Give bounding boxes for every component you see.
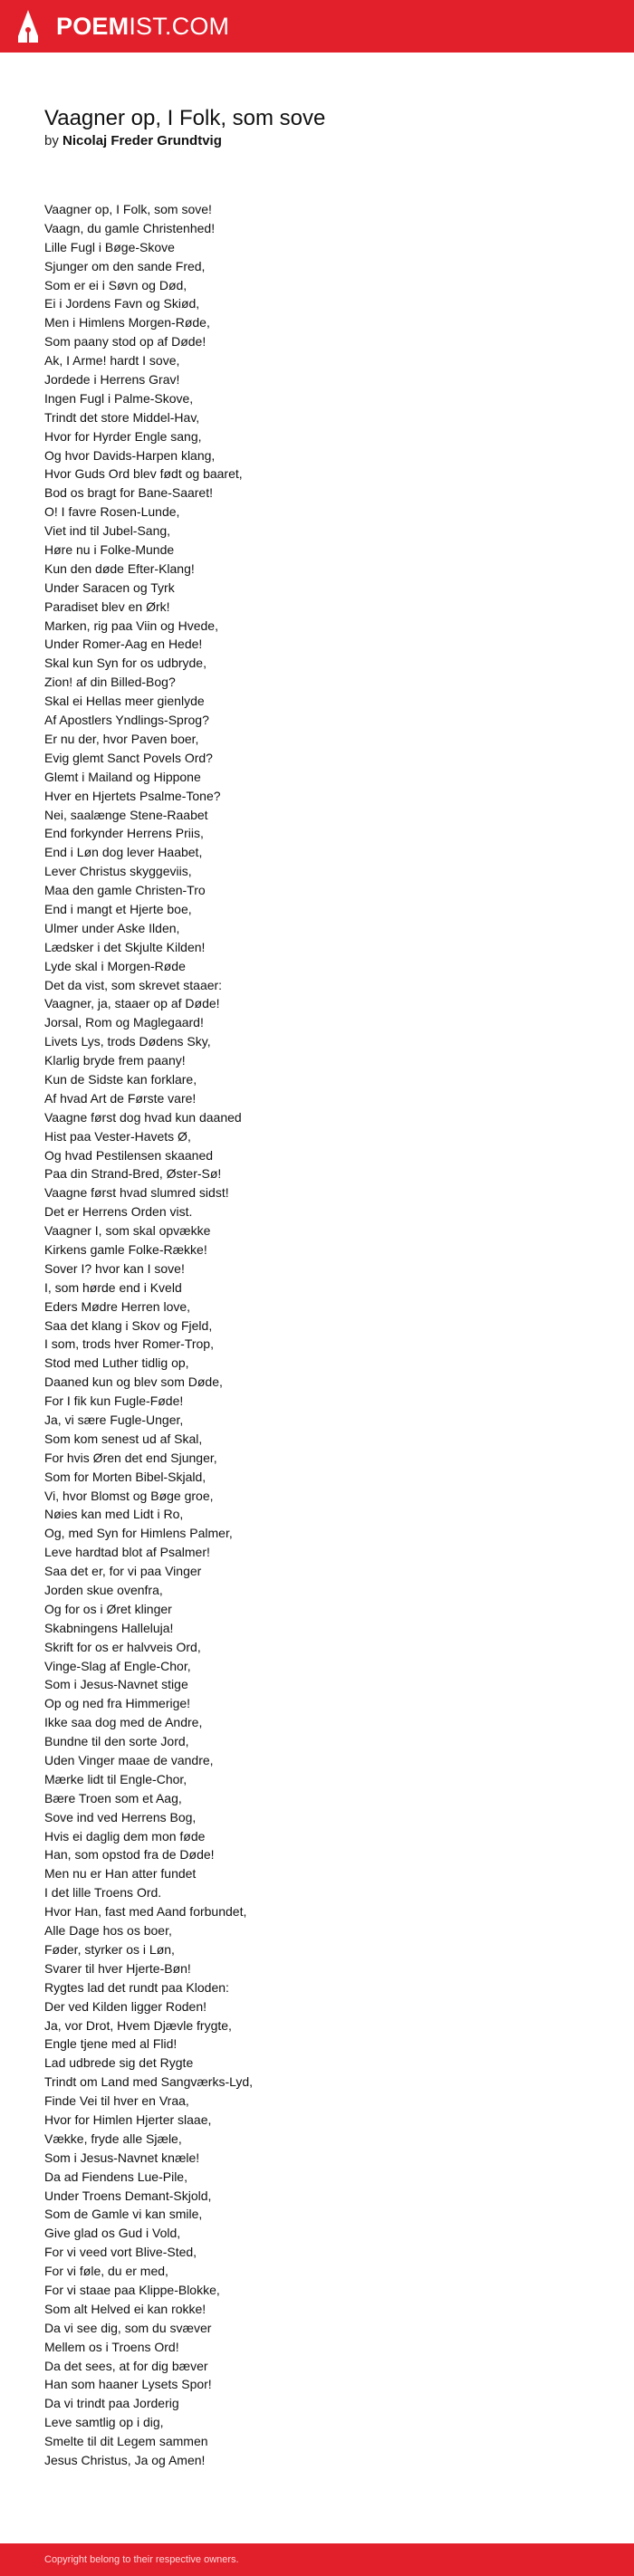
poem-line: Ikke saa dog med de Andre, — [44, 1715, 203, 1730]
poem-line: Der ved Kilden ligger Roden! — [44, 1998, 207, 2014]
poem-title: Vaagner op, I Folk, som sove — [44, 106, 326, 130]
poem-line: Lyde skal i Morgen-Røde — [44, 958, 186, 973]
poem-line: Lædsker i det Skjulte Kilden! — [44, 939, 206, 954]
poem-line: Som kom senest ud af Skal, — [44, 1431, 203, 1446]
poem-line: Under Romer-Aag en Hede! — [44, 637, 203, 652]
poem-line: Af Apostlers Yndlings-Sprog? — [44, 713, 209, 728]
poem-line: Og for os i Øret klinger — [44, 1601, 172, 1616]
poem-line: Marken, rig paa Viin og Hvede, — [44, 618, 218, 633]
poem-line: Jorden skue ovenfra, — [44, 1583, 163, 1598]
poem-line: End forkynder Herrens Priis, — [44, 826, 204, 841]
poem-line: Sover I? hvor kan I sove! — [44, 1260, 185, 1276]
poem-line: Skal kun Syn for os udbryde, — [44, 656, 207, 671]
poem-line: Finde Vei til hver en Vraa, — [44, 2093, 189, 2109]
poem-line: Og, med Syn for Himlens Palmer, — [44, 1526, 233, 1541]
poem-line: Saa det klang i Skov og Fjeld, — [44, 1317, 213, 1333]
poem-line: Paa din Strand-Bred, Øster-Sø! — [44, 1166, 222, 1182]
poem-line: Og hvor Davids-Harpen klang, — [44, 447, 216, 463]
poem-line: I, som hørde end i Kveld — [44, 1279, 182, 1295]
poem-line: Jordede i Herrens Grav! — [44, 372, 180, 388]
poem-line: End i Løn dog lever Haabet, — [44, 845, 203, 860]
poem-line: Hvor for Hyrder Engle sang, — [44, 428, 202, 444]
poem-line: Jesus Christus, Ja og Amen! — [44, 2452, 206, 2467]
poem-line: Af hvad Art de Første vare! — [44, 1090, 197, 1106]
poem-line: Kun den døde Efter-Klang! — [44, 560, 195, 576]
poem-line: For vi føle, du er med, — [44, 2264, 168, 2279]
poem-line: Vaagn, du gamle Christenhed! — [44, 220, 216, 235]
poem-line: O! I favre Rosen-Lunde, — [44, 504, 180, 520]
poem-line: Vinge-Slag af Engle-Chor, — [44, 1658, 191, 1673]
poem-line: Lad udbrede sig det Rygte — [44, 2055, 194, 2071]
poem-line: Trindt det store Middel-Hav, — [44, 409, 200, 425]
poem-line: Evig glemt Sanct Povels Ord? — [44, 750, 213, 765]
by-label: by — [44, 133, 59, 148]
poem-line: Han som haaner Lysets Spor! — [44, 2377, 212, 2392]
poem-line: Smelte til dit Legem sammen — [44, 2434, 208, 2449]
poem-line: Ei i Jordens Favn og Skiød, — [44, 296, 200, 311]
poem-line: Vaagne først dog hvad kun daaned — [44, 1109, 242, 1125]
poem-line: Men nu er Han atter fundet — [44, 1866, 197, 1882]
poem-line: Da ad Fiendens Lue-Pile, — [44, 2169, 187, 2184]
poem-line: Vaagner op, I Folk, som sove! — [44, 202, 212, 216]
poem-line: Livets Lys, trods Dødens Sky, — [44, 1034, 211, 1049]
poem-line: Bod os bragt for Bane-Saaret! — [44, 485, 213, 501]
poem-line: For vi staae paa Klippe-Blokke, — [44, 2282, 220, 2297]
site-header — [0, 0, 634, 53]
poem-line: Høre nu i Folke-Munde — [44, 542, 175, 558]
poem-line: Saa det er, for vi paa Vinger — [44, 1564, 202, 1579]
poem-line: Jorsal, Rom og Maglegaard! — [44, 1015, 204, 1030]
poem-line: Rygtes lad det rundt paa Kloden: — [44, 1979, 229, 1995]
poem-line: Ulmer under Aske Ilden, — [44, 920, 180, 935]
poem-line: Engle tjene med al Flid! — [44, 2036, 178, 2052]
poem-line: Vaagner, ja, staaer op af Døde! — [44, 996, 220, 1011]
poem-line: Hvor for Himlen Hjerter slaae, — [44, 2112, 212, 2127]
poem-line: Føder, styrker os i Løn, — [44, 1941, 175, 1957]
poem-line: Give glad os Gud i Vold, — [44, 2226, 181, 2241]
copyright-text: Copyright belong to their respective owners. — [44, 2554, 239, 2565]
poem-line: Nøies kan med Lidt i Ro, — [44, 1507, 184, 1522]
poem-line: Hvor Guds Ord blev født og baaret, — [44, 466, 243, 482]
poem-line: Som de Gamle vi kan smile, — [44, 2207, 203, 2222]
site-footer — [0, 2543, 634, 2576]
poem-line: Uden Vinger maae de vandre, — [44, 1753, 214, 1768]
fountain-pen-nib-icon[interactable] — [16, 9, 40, 43]
poem-line: Hver en Hjertets Psalme-Tone? — [44, 788, 221, 803]
poem-line: Skrift for os er halvveis Ord, — [44, 1639, 201, 1654]
poem-line: Han, som opstod fra de Døde! — [44, 1847, 215, 1863]
poem-line: Det da vist, som skrevet staaer: — [44, 977, 223, 992]
poem-body — [44, 200, 606, 2470]
poem-line: I som, trods hver Romer-Trop, — [44, 1336, 214, 1352]
poem-line: Er nu der, hvor Paven boer, — [44, 731, 199, 746]
poem-line: Det er Herrens Orden vist. — [44, 1204, 193, 1220]
poem-line: Paradiset blev en Ørk! — [44, 599, 170, 614]
poem-line: Bundne til den sorte Jord, — [44, 1734, 189, 1749]
poem-line: Daaned kun og blev som Døde, — [44, 1374, 223, 1390]
poem-line: I det lille Troens Ord. — [44, 1885, 162, 1901]
poem-line: Trindt om Land med Sangværks-Lyd, — [44, 2074, 254, 2090]
poem-line: Glemt i Mailand og Hippone — [44, 769, 201, 784]
poem-line: Stod med Luther tidlig op, — [44, 1355, 189, 1371]
poem-line: Leve hardtad blot af Psalmer! — [44, 1545, 210, 1560]
poem-line: End i mangt et Hjerte boe, — [44, 901, 192, 916]
poem-line: Ja, vi sære Fugle-Unger, — [44, 1412, 184, 1427]
poem-line: Som i Jesus-Navnet stige — [44, 1677, 188, 1692]
poem-line: Hvis ei daglig dem mon føde — [44, 1828, 206, 1843]
poem-line: Som i Jesus-Navnet knæle! — [44, 2150, 200, 2165]
poem-line: Vaagner I, som skal opvække — [44, 1223, 211, 1239]
poem-line: Alle Dage hos os boer, — [44, 1923, 172, 1939]
poem-line: Men i Himlens Morgen-Røde, — [44, 315, 210, 330]
poem-line: For I fik kun Fugle-Føde! — [44, 1393, 184, 1409]
poem-line: Bære Troen som et Aag, — [44, 1790, 182, 1805]
poem-line: Ja, vor Drot, Hvem Djævle frygte, — [44, 2017, 232, 2033]
poem-line: Skal ei Hellas meer gienlyde — [44, 694, 205, 709]
poem-line: Under Saracen og Tyrk — [44, 579, 175, 595]
poem-line: Maa den gamle Christen-Tro — [44, 883, 206, 898]
poem-line: Klarlig bryde frem paany! — [44, 1053, 186, 1068]
poem-line: Vi, hvor Blomst og Bøge groe, — [44, 1488, 214, 1503]
poem-line: Vække, fryde alle Sjæle, — [44, 2131, 182, 2146]
poem-line: Da vi trindt paa Jorderig — [44, 2396, 179, 2411]
poem-line: Lille Fugl i Bøge-Skove — [44, 239, 175, 254]
poem-line: Som alt Helved ei kan rokke! — [44, 2301, 207, 2316]
poem-line: Kun de Sidste kan forklare, — [44, 1071, 197, 1087]
poem-line: Sjunger om den sande Fred, — [44, 258, 206, 273]
poem-line: Hist paa Vester-Havets Ø, — [44, 1128, 191, 1144]
poem-line: Og hvad Pestilensen skaaned — [44, 1147, 214, 1163]
poem-line: Sove ind ved Herrens Bog, — [44, 1809, 197, 1824]
poem-line: Under Troens Demant-Skjold, — [44, 2188, 212, 2203]
poem-line: For vi veed vort Blive-Sted, — [44, 2245, 197, 2260]
poem-line: Vaagne først hvad slumred sidst! — [44, 1185, 229, 1201]
poem-line: Hvor Han, fast med Aand forbundet, — [44, 1904, 247, 1920]
poem-line: Som er ei i Søvn og Død, — [44, 277, 187, 292]
logo-bold-text: POEM — [56, 13, 130, 40]
poem-line: Da vi see dig, som du svæver — [44, 2320, 212, 2335]
poem-line: Mærke lidt til Engle-Chor, — [44, 1771, 187, 1786]
byline — [44, 132, 222, 150]
poem-line: Som paany stod op af Døde! — [44, 334, 207, 350]
site-logo[interactable] — [56, 13, 229, 40]
poem-line: Zion! af din Billed-Bog? — [44, 675, 176, 690]
poem-line: Mellem os i Troens Ord! — [44, 2339, 179, 2354]
poem-line: Viet ind til Jubel-Sang, — [44, 523, 171, 539]
poem-line: For hvis Øren det end Sjunger, — [44, 1450, 217, 1465]
poem-line: Ingen Fugl i Palme-Skove, — [44, 390, 194, 406]
poem-line: Eders Mødre Herren love, — [44, 1298, 191, 1314]
poem-line: Svarer til hver Hjerte-Bøn! — [44, 1960, 191, 1976]
poem-line: Op og ned fra Himmerige! — [44, 1696, 191, 1711]
poem-line: Da det sees, at for dig bæver — [44, 2358, 208, 2373]
poem-line: Kirkens gamle Folke-Række! — [44, 1241, 207, 1257]
poem-line: Skabningens Halleluja! — [44, 1620, 174, 1635]
poem-line: Leve samtlig op i dig, — [44, 2415, 164, 2430]
poem-line: Nei, saalænge Stene-Raabet — [44, 807, 208, 822]
poem-line: Ak, I Arme! hardt I sove, — [44, 353, 180, 369]
poem-line: Lever Christus skyggeviis, — [44, 864, 192, 879]
poem-line: Som for Morten Bibel-Skjald, — [44, 1469, 207, 1484]
logo-light-text: IST.COM — [129, 13, 230, 40]
author-name[interactable]: Nicolaj Freder Grundtvig — [62, 133, 222, 148]
